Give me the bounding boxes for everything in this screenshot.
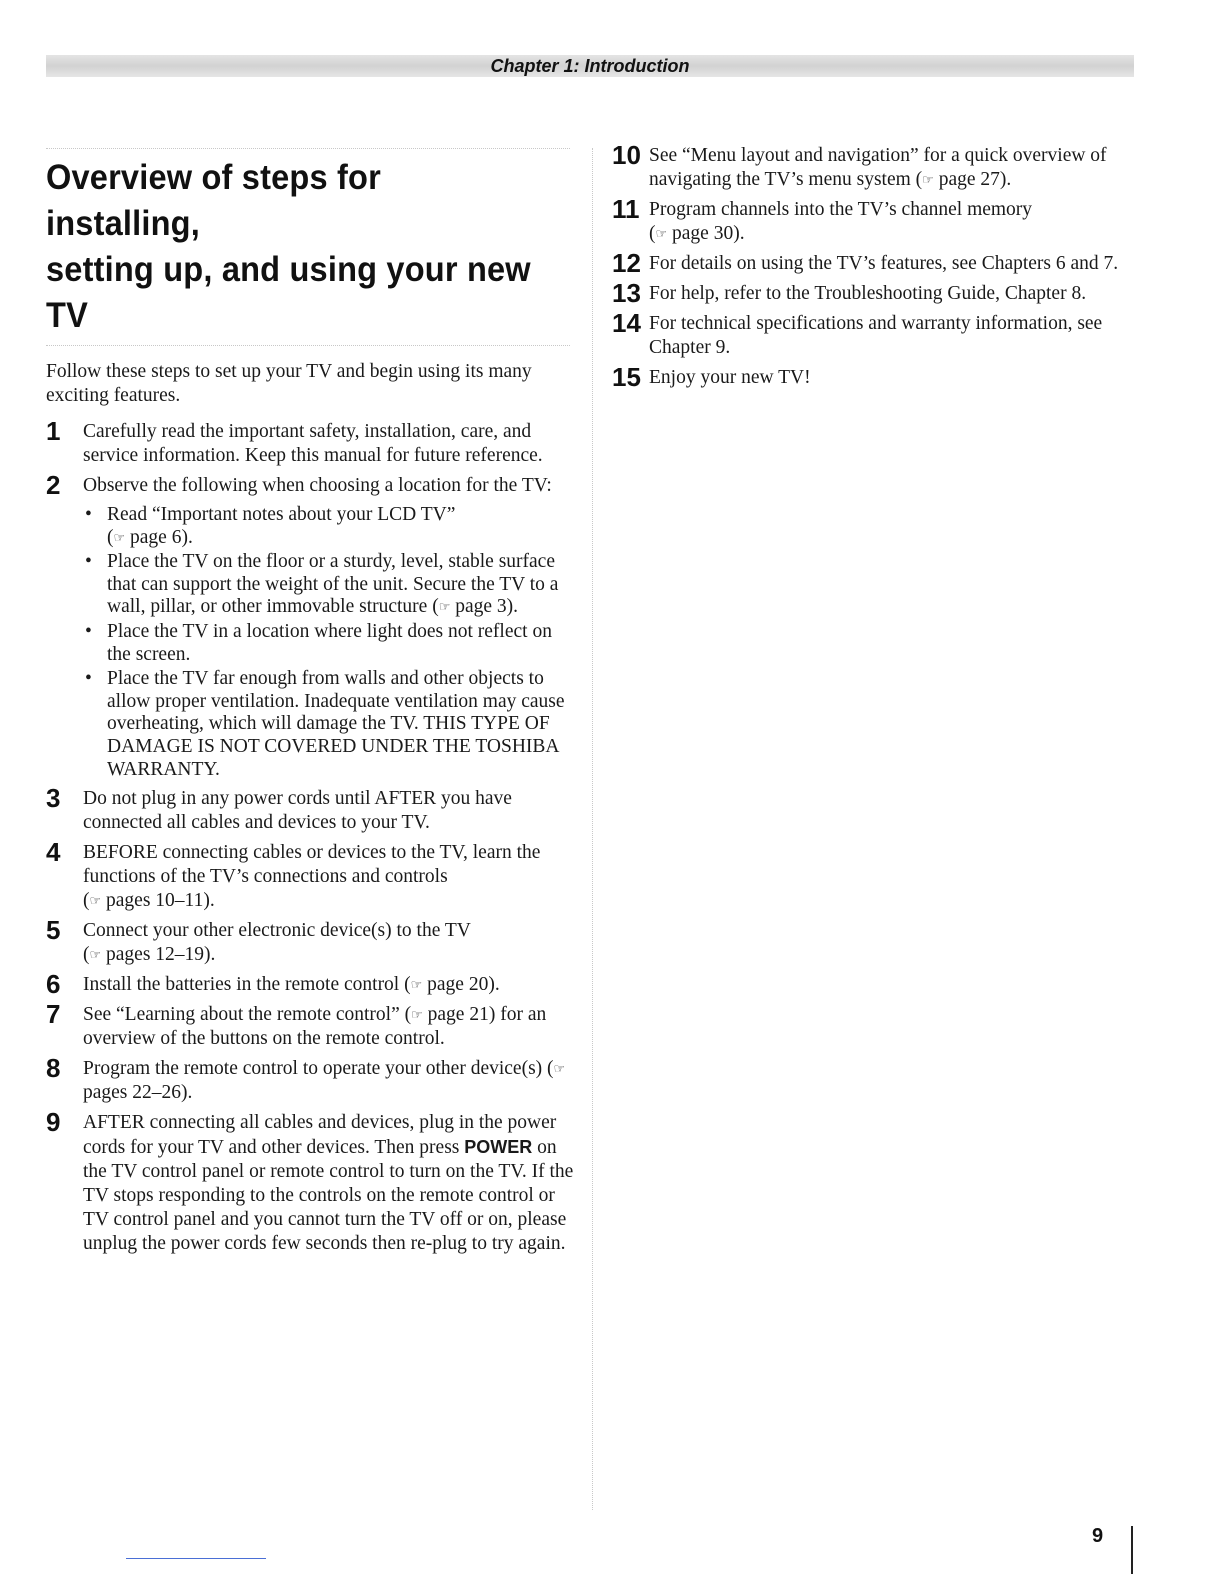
step-text: BEFORE connecting cables or devices to the TV, learn the functions of the TV’s connections and controls (83, 842, 541, 888)
step-text: Program channels into the TV’s channel memory (649, 199, 1033, 220)
step-text: AFTER connecting all cables and devices, plug in the power cords for your TV and other devices. Then press (83, 1112, 557, 1159)
pointing-hand-icon: ☞ (89, 947, 102, 963)
step-text: Observe the following when choosing a location for the TV: (83, 475, 552, 496)
bullet-item: • Read “Important notes about your LCD TV” (☞ page 6). (85, 504, 456, 548)
step-item (46, 1107, 574, 1256)
step-number: 14 (612, 308, 641, 338)
footer-line (126, 1558, 266, 1559)
step-text: For help, refer to the Troubleshooting Guide, Chapter 8. (649, 283, 1087, 304)
step-number: 5 (46, 915, 61, 946)
step-number: 1 (46, 416, 61, 446)
bullet-dot-icon: • (85, 551, 92, 573)
title-top-rule (46, 148, 570, 149)
pointing-hand-icon: ☞ (113, 529, 126, 545)
page-reference: page 21) for an overview of the buttons on the remote control. (83, 1004, 547, 1050)
step-item: 11 Program channels into the TV’s channel memory (☞ page 30). (612, 194, 1033, 244)
page-reference: pages 22–26). (83, 1082, 193, 1104)
pointing-hand-icon: ☞ (655, 226, 668, 241)
page-title (46, 155, 537, 339)
page-reference: page 6). (130, 526, 193, 548)
step-text: See “Menu layout and navigation” for a quick overview of navigating the TV’s menu system (649, 145, 1107, 190)
bullet-item (83, 621, 574, 666)
intro-paragraph: Follow these steps to set up your TV and begin using its many exciting features. (46, 361, 532, 406)
step-item: 5 Connect your other electronic device(s) to the TV (☞ pages 12–19). (46, 915, 471, 966)
step-item (612, 248, 1132, 278)
step-item: 10 See “Menu layout and navigation” for a quick overview of navigating the TV’s menu system (☞ page 27). (612, 140, 1107, 190)
step-text: For details on using the TV’s features, see Chapters 6 and 7. (649, 253, 1119, 274)
page-reference: page 20). (427, 974, 500, 996)
step-item: 4 BEFORE connecting cables or devices to the TV, learn the functions of the TV’s connections and controls (☞ pages 10–11). (46, 837, 541, 912)
step-item (612, 362, 1132, 392)
left-column (46, 148, 574, 1262)
steps-list-right (612, 140, 1132, 392)
step-text: Carefully read the important safety, installation, care, and service information. Keep this manual for future reference. (83, 421, 543, 466)
page-reference: page 27). (938, 169, 1012, 190)
step-number: 11 (612, 194, 640, 224)
step-item (612, 278, 1132, 308)
bullet-text: Place the TV on the floor or a sturdy, level, stable surface that can support the weight of the unit. Secure the TV to a wall, pillar, or other immovable structure (107, 551, 559, 618)
step-number: 6 (46, 969, 61, 1000)
page-edge-mark (1131, 1526, 1133, 1574)
step-item (612, 308, 1132, 360)
step-number: 4 (46, 837, 61, 868)
step-text: Program the remote control to operate your other device(s) (83, 1058, 543, 1080)
chapter-header-bar (46, 55, 1134, 77)
page-reference: page 30). (672, 223, 745, 244)
bullet-text: Place the TV far enough from walls and other objects to allow proper ventilation. Inadequate ventilation may cause overheating, which will damage the TV. THIS TYPE OF DAMAGE IS NOT COVERED UNDER THE TOSHIBA WARRANTY. (107, 668, 565, 780)
bullet-text: Place the TV in a location where light does not reflect on the screen. (107, 620, 552, 665)
title-bottom-rule (46, 345, 570, 346)
step-item (46, 470, 574, 781)
column-divider (592, 148, 593, 1510)
bullet-dot-icon: • (85, 504, 92, 525)
step-number: 3 (46, 783, 61, 814)
step-item (46, 783, 574, 835)
pointing-hand-icon: ☞ (553, 1061, 566, 1077)
step-number: 7 (46, 999, 61, 1030)
bullet-item (83, 668, 574, 781)
location-bullets (83, 504, 574, 781)
page-reference: pages 10–11). (106, 890, 215, 912)
step-number: 13 (612, 278, 641, 308)
bullet-text: Read “Important notes about your LCD TV” (107, 504, 456, 525)
page-reference: pages 12–19). (106, 944, 216, 966)
pointing-hand-icon: ☞ (922, 172, 934, 187)
step-text: Install the batteries in the remote control (83, 974, 400, 996)
bullet-dot-icon: • (85, 620, 92, 642)
page-title-line-1: Overview of steps for installing, (46, 158, 381, 243)
step-item: 8 Program the remote control to operate your other device(s) (☞ pages 22–26). (46, 1053, 566, 1104)
step-text-continued: on the TV control panel or remote control to turn on the TV. If the TV stops responding to the controls on the remote control or TV control panel and you cannot turn the TV off or on, please unplug the power cords few seconds then re-plug to try again. (83, 1137, 574, 1255)
bullet-dot-icon: • (85, 668, 92, 690)
step-number: 15 (612, 362, 641, 392)
chapter-header-title: Chapter 1: Introduction (490, 56, 690, 76)
step-text: Connect your other electronic device(s) to the TV (83, 920, 471, 942)
page-title-line-2: setting up, and using your new TV (46, 250, 531, 335)
pointing-hand-icon: ☞ (438, 599, 451, 615)
step-number: 8 (46, 1053, 61, 1084)
pointing-hand-icon: ☞ (89, 893, 102, 909)
step-number: 9 (46, 1107, 61, 1138)
power-button-label: POWER (464, 1137, 533, 1158)
pointing-hand-icon: ☞ (411, 1007, 423, 1023)
step-item (46, 416, 574, 468)
pointing-hand-icon: ☞ (410, 977, 423, 993)
step-item: 7 See “Learning about the remote control” (☞ page 21) for an overview of the buttons on the remote control. (46, 999, 547, 1050)
step-text: See “Learning about the remote control” (83, 1004, 400, 1026)
step-number: 10 (612, 140, 641, 170)
right-column (612, 140, 1132, 396)
bullet-item: • Place the TV on the floor or a sturdy, level, stable surface that can support the weight of the unit. Secure the TV to a wall, pillar, or other immovable structure (☞ page 3). (85, 551, 559, 618)
step-item: 6 Install the batteries in the remote control (☞ page 20). (46, 969, 500, 1000)
page-number: 9 (1092, 1525, 1104, 1547)
step-text: For technical specifications and warranty information, see Chapter 9. (649, 313, 1103, 358)
page-reference: page 3). (455, 596, 519, 618)
step-text: Enjoy your new TV! (649, 367, 811, 388)
step-text: Do not plug in any power cords until AFTER you have connected all cables and devices to your TV. (83, 788, 512, 834)
step-number: 12 (612, 248, 641, 278)
steps-list-left (46, 416, 574, 1256)
step-number: 2 (46, 470, 61, 500)
